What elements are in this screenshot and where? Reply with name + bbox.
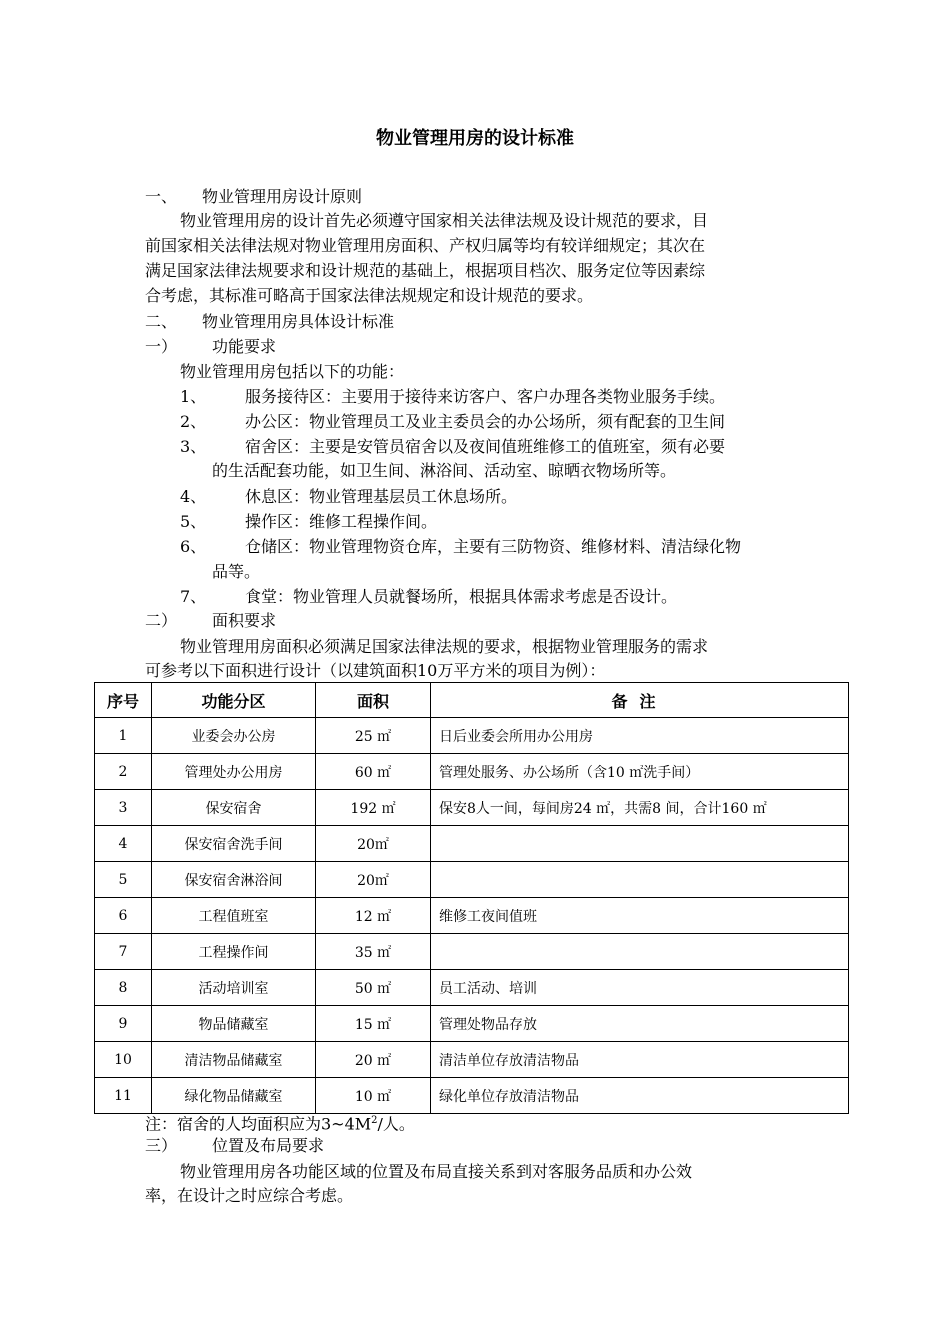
remarks-cell: 日后业委会所用办公用房: [431, 718, 849, 754]
row-number-cell: 5: [95, 862, 152, 898]
paragraph-line: 物业管理用房的设计首先必须遵守国家相关法律法规及设计规范的要求，目: [180, 211, 709, 230]
area-table: [94, 682, 849, 1114]
table-header-row: [95, 683, 849, 718]
remarks-cell: [431, 934, 849, 970]
table-row: [95, 862, 849, 898]
table-row: [95, 898, 849, 934]
area-cell: 15 ㎡: [316, 1006, 431, 1042]
remarks-cell: 员工活动、培训: [431, 970, 849, 1006]
area-cell: 25 ㎡: [316, 718, 431, 754]
remarks-cell: 保安8人一间，每间房24 ㎡，共需8 间，合计160 ㎡: [431, 790, 849, 826]
area-cell: 20 ㎡: [316, 1042, 431, 1078]
area-cell: 10 ㎡: [316, 1078, 431, 1114]
list-item-continuation: 的生活配套功能，如卫生间、淋浴间、活动室、晾晒衣物场所等。: [212, 461, 677, 480]
table-row: [95, 790, 849, 826]
row-number-cell: 1: [95, 718, 152, 754]
paragraph-line: 满足国家法律法规要求和设计规范的基础上，根据项目档次、服务定位等因素综: [145, 261, 706, 280]
row-number-cell: 6: [95, 898, 152, 934]
remarks-cell: [431, 826, 849, 862]
row-number-cell: 8: [95, 970, 152, 1006]
row-number-cell: 9: [95, 1006, 152, 1042]
remarks-cell: 绿化单位存放清洁物品: [431, 1078, 849, 1114]
header-cell: 序号: [95, 683, 152, 718]
function-area-cell: 保安宿舍: [152, 790, 316, 826]
function-area-cell: 管理处办公用房: [152, 754, 316, 790]
paragraph-line: 前国家相关法律法规对物业管理用房面积、产权归属等均有较详细规定；其次在: [145, 236, 706, 255]
area-cell: 12 ㎡: [316, 898, 431, 934]
paragraph-line: 合考虑，其标准可略高于国家法律法规规定和设计规范的要求。: [145, 286, 594, 305]
area-cell: 20㎡: [316, 862, 431, 898]
table-row: [95, 718, 849, 754]
area-cell: 35 ㎡: [316, 934, 431, 970]
table-row: [95, 1042, 849, 1078]
row-number-cell: 2: [95, 754, 152, 790]
function-area-cell: 业委会办公房: [152, 718, 316, 754]
function-area-cell: 保安宿舍洗手间: [152, 826, 316, 862]
header-cell: 备注: [431, 683, 849, 718]
header-cell: 面积: [316, 683, 431, 718]
paragraph-line: 物业管理用房包括以下的功能：: [180, 362, 405, 381]
header-cell: 功能分区: [152, 683, 316, 718]
table-row: [95, 1006, 849, 1042]
remarks-cell: 维修工夜间值班: [431, 898, 849, 934]
remarks-cell: 清洁单位存放清洁物品: [431, 1042, 849, 1078]
document-title: 物业管理用房的设计标准: [376, 128, 574, 149]
function-area-cell: 保安宿舍淋浴间: [152, 862, 316, 898]
remarks-cell: 管理处物品存放: [431, 1006, 849, 1042]
document-page: 物业管理用房的设计标准 一、 物业管理用房设计原则 物业管理用房的设计首先必须遵守国家相关法律法规及设计规范的要求，目 前国家相关法律法规对物业管理用房面积、产权归属等均有较详细规定；其次在 满足国家法律法规要求和设计规范的基础上，根据项目档次、服务定位等因素综 合考虑，其标准可略高于国家法律法规规定和设计规范的要求。 二、 物业管理用房具体设计标准 一） 功能要求 物业管理用房包括以下的功能： 1、 服务接待区：主要用于接待来访客户、客户办理各类物业服务手续。 2、 办公区：物业管理员工及业主委员会的办公场所，须有配套的卫生间 3、 宿舍区：主要是安管员宿舍以及夜间值班维修工的值班室，须有必要 的生活配套功能，如卫生间、淋浴间、活动室、晾晒衣物场所等。 4、 休息区：物业管理基层员工休息场所。 5、 操作区：维修工程操作间。 6、 仓储区：物业管理物资仓库，主要有三防物资、维修材料、清洁绿化物 品等。 7、 食堂：物业管理人员就餐场所，根据具体需求考虑是否设计。 二） 面积要求 物业管理用房面积必须满足国家法律法规的要求，根据物业管理服务的需求 可参考以下面积进行设计（以建筑面积10万平方米的项目为例）： 序号 功能分区 面积 备注 1 业委会办公房 25 ㎡ 日后业委会所用办公用房 2 管理处办公用房 60 ㎡ 管理处服务、办公场所（含10 ㎡洗手间） 3 保安宿舍 192 ㎡ 保安8人一间，每间房24 ㎡，共需8 间，合计160 ㎡ 4 保安宿舍洗手间 20㎡ 5 保安宿舍淋浴间 20㎡ 6 工程值班室 12 ㎡ 维修工夜间值班 7 工程操作间 35 ㎡ 8 活动培训室 50 ㎡ 员工活动、培训 9 物品储藏室 15 ㎡ 管理处物品存放 10 清洁物品储藏室 20 ㎡ 清洁单位存放清洁物品 11 绿化物品储藏室 10 ㎡ 绿化单位存放清洁物品 注：宿舍的人均面积应为$3\sim 4M^2/$人。 三） 位置及布局要求 物业管理用房各功能区域的位置及布局直接关系到对客服务品质和办公效 率，在设计之时应综合考虑。: [0, 0, 950, 1344]
function-area-cell: 清洁物品储藏室: [152, 1042, 316, 1078]
area-cell: 50 ㎡: [316, 970, 431, 1006]
function-area-cell: 物品储藏室: [152, 1006, 316, 1042]
row-number-cell: 10: [95, 1042, 152, 1078]
row-number-cell: 7: [95, 934, 152, 970]
paragraph-line: 率，在设计之时应综合考虑。: [145, 1186, 354, 1205]
row-number-cell: 4: [95, 826, 152, 862]
paragraph-line: 物业管理用房面积必须满足国家法律法规的要求，根据物业管理服务的需求: [180, 637, 709, 656]
paragraph-line: 可参考以下面积进行设计（以建筑面积10万平方米的项目为例）：: [145, 661, 606, 680]
row-number-cell: 3: [95, 790, 152, 826]
table-row: [95, 970, 849, 1006]
table-note: 注：宿舍的人均面积应为$3\sim 4M^2/$人。: [145, 1114, 415, 1134]
function-area-cell: 工程操作间: [152, 934, 316, 970]
function-area-cell: 绿化物品储藏室: [152, 1078, 316, 1114]
paragraph-line: 物业管理用房各功能区域的位置及布局直接关系到对客服务品质和办公效: [180, 1162, 693, 1181]
table-row: [95, 754, 849, 790]
remarks-cell: [431, 862, 849, 898]
function-area-cell: 工程值班室: [152, 898, 316, 934]
table-row: [95, 826, 849, 862]
table-row: [95, 1078, 849, 1114]
table-body: [95, 718, 849, 1114]
remarks-cell: 管理处服务、办公场所（含10 ㎡洗手间）: [431, 754, 849, 790]
function-area-cell: 活动培训室: [152, 970, 316, 1006]
row-number-cell: 11: [95, 1078, 152, 1114]
table-row: [95, 934, 849, 970]
area-cell: 20㎡: [316, 826, 431, 862]
area-cell: 192 ㎡: [316, 790, 431, 826]
list-item-continuation: 品等。: [212, 562, 261, 581]
area-cell: 60 ㎡: [316, 754, 431, 790]
